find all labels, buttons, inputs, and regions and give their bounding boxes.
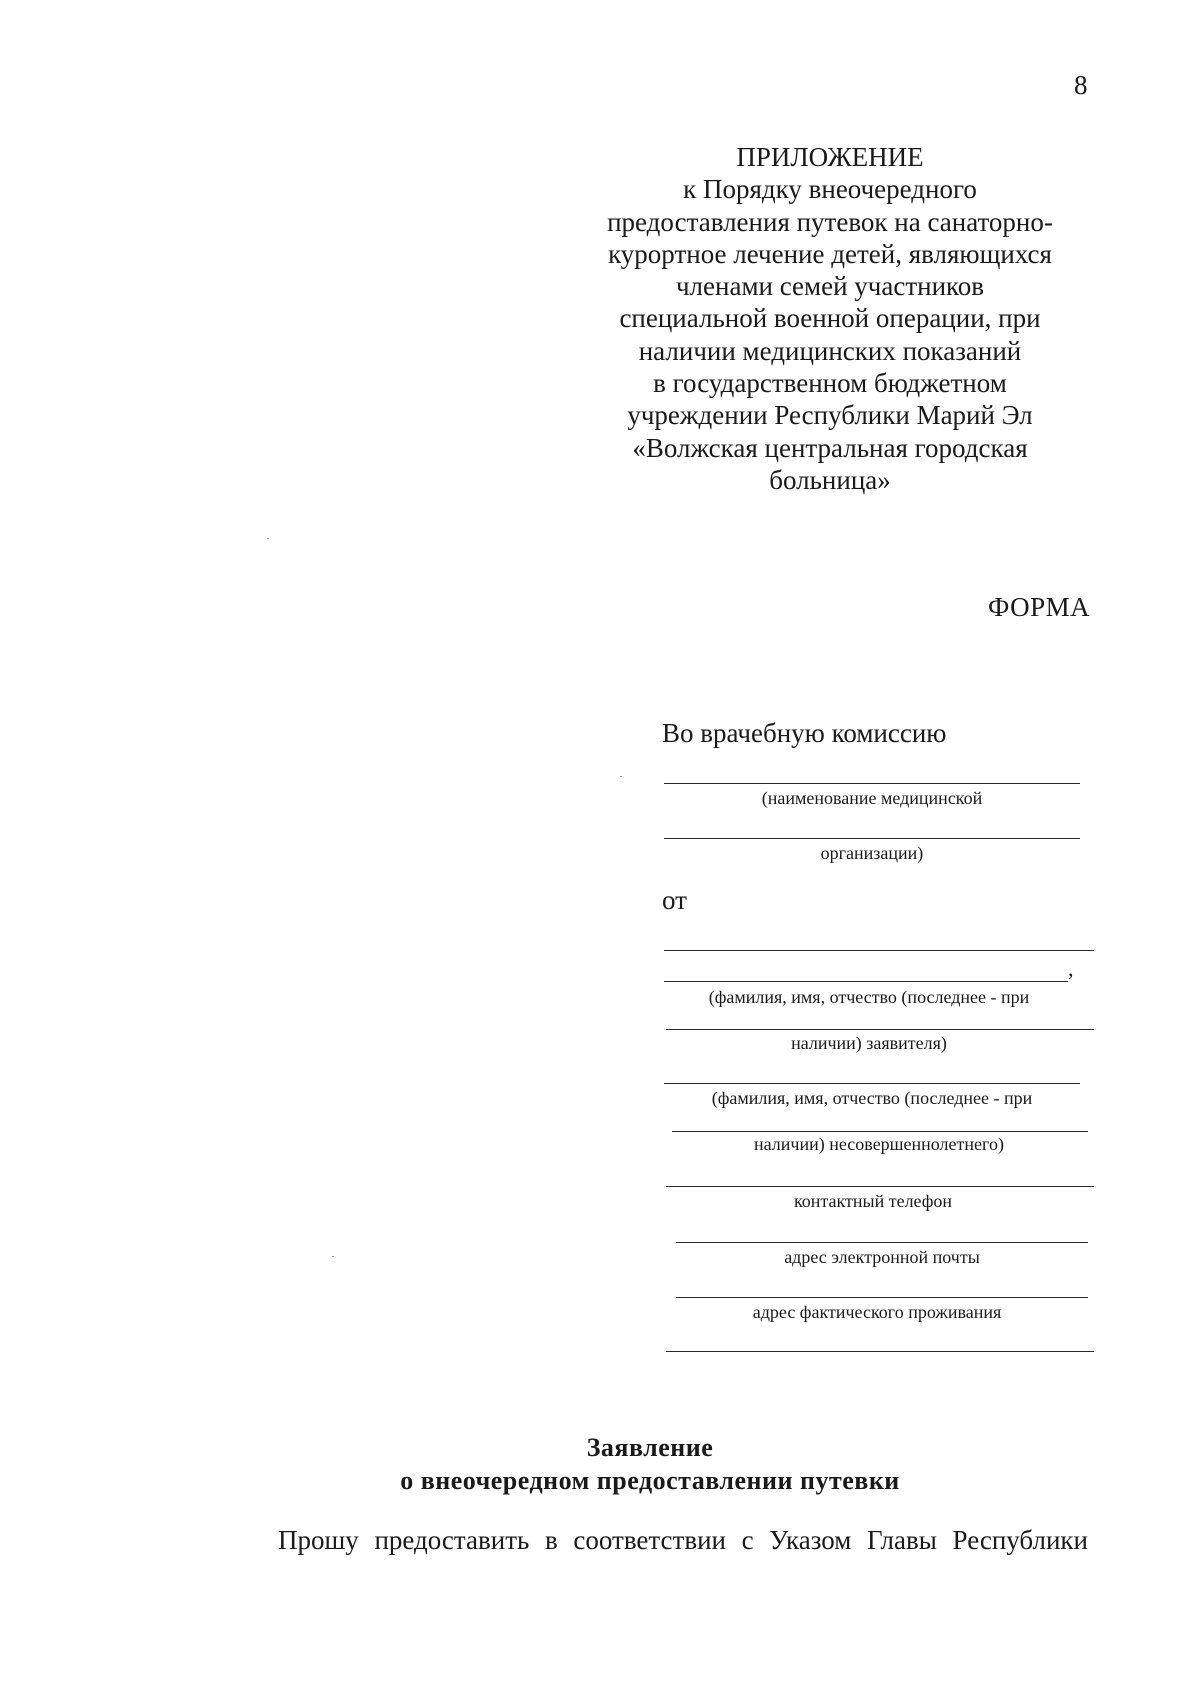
email-line[interactable]: [676, 1242, 1088, 1243]
applicant-name-caption: (фамилия, имя, отчество (последнее - при: [708, 987, 1030, 1007]
appendix-block: [580, 141, 1080, 496]
statement-subtitle: о внеочередном предоставлении путевки: [400, 1466, 900, 1495]
page-number: 8: [1074, 70, 1088, 100]
addressee-to: Во врачебную комиссию: [662, 718, 947, 748]
phone-line[interactable]: [666, 1186, 1094, 1187]
minor-name-caption: (фамилия, имя, отчество (последнее - при: [711, 1088, 1033, 1108]
phone-caption: контактный телефон: [793, 1191, 953, 1211]
scan-speck: [267, 538, 269, 539]
applicant-name-line-2[interactable]: [664, 981, 1068, 982]
applicant-name-caption-2: наличии) заявителя): [791, 1033, 947, 1053]
applicant-comma: ,: [1068, 956, 1074, 981]
appendix-line: больница»: [769, 464, 891, 495]
appendix-line: учреждении Республики Марий Эл: [627, 400, 1033, 431]
minor-name-line-2[interactable]: [672, 1131, 1088, 1132]
appendix-line: членами семей участников: [675, 271, 985, 302]
appendix-line: предоставления путевок на санаторно-: [607, 206, 1053, 237]
address-caption: адрес фактического проживания: [752, 1302, 1002, 1322]
minor-name-caption-2: наличии) несовершеннолетнего): [754, 1134, 1004, 1154]
organization-name-caption: (наименование медицинской: [761, 788, 983, 808]
appendix-line: «Волжская центральная городская: [632, 432, 1028, 463]
scan-speck: [332, 1256, 334, 1257]
appendix-line: в государственном бюджетном: [653, 368, 1007, 399]
statement-body: Прошу предоставить в соответствии с Указом Главы Республики: [278, 1525, 1088, 1555]
statement-title: Заявление: [586, 1433, 714, 1462]
applicant-name-line-3[interactable]: [666, 1029, 1094, 1030]
email-caption: адрес электронной почты: [784, 1247, 980, 1267]
appendix-line: наличии медицинских показаний: [638, 335, 1022, 366]
addressee-from: от: [662, 885, 687, 915]
scan-speck: [620, 776, 622, 777]
appendix-line: курортное лечение детей, являющихся: [608, 238, 1052, 269]
appendix-line: специальной военной операции, при: [619, 303, 1041, 334]
organization-name-caption-2: организации): [820, 843, 924, 863]
address-line[interactable]: [676, 1297, 1088, 1298]
address-line-2[interactable]: [666, 1351, 1094, 1352]
minor-name-line[interactable]: [664, 1083, 1080, 1084]
applicant-name-line[interactable]: [664, 950, 1094, 951]
organization-name-line[interactable]: [664, 783, 1080, 784]
form-label: ФОРМА: [988, 592, 1091, 622]
organization-name-line-2[interactable]: [664, 838, 1080, 839]
appendix-line: к Порядку внеочередного: [683, 174, 977, 205]
appendix-line: ПРИЛОЖЕНИЕ: [736, 142, 924, 172]
